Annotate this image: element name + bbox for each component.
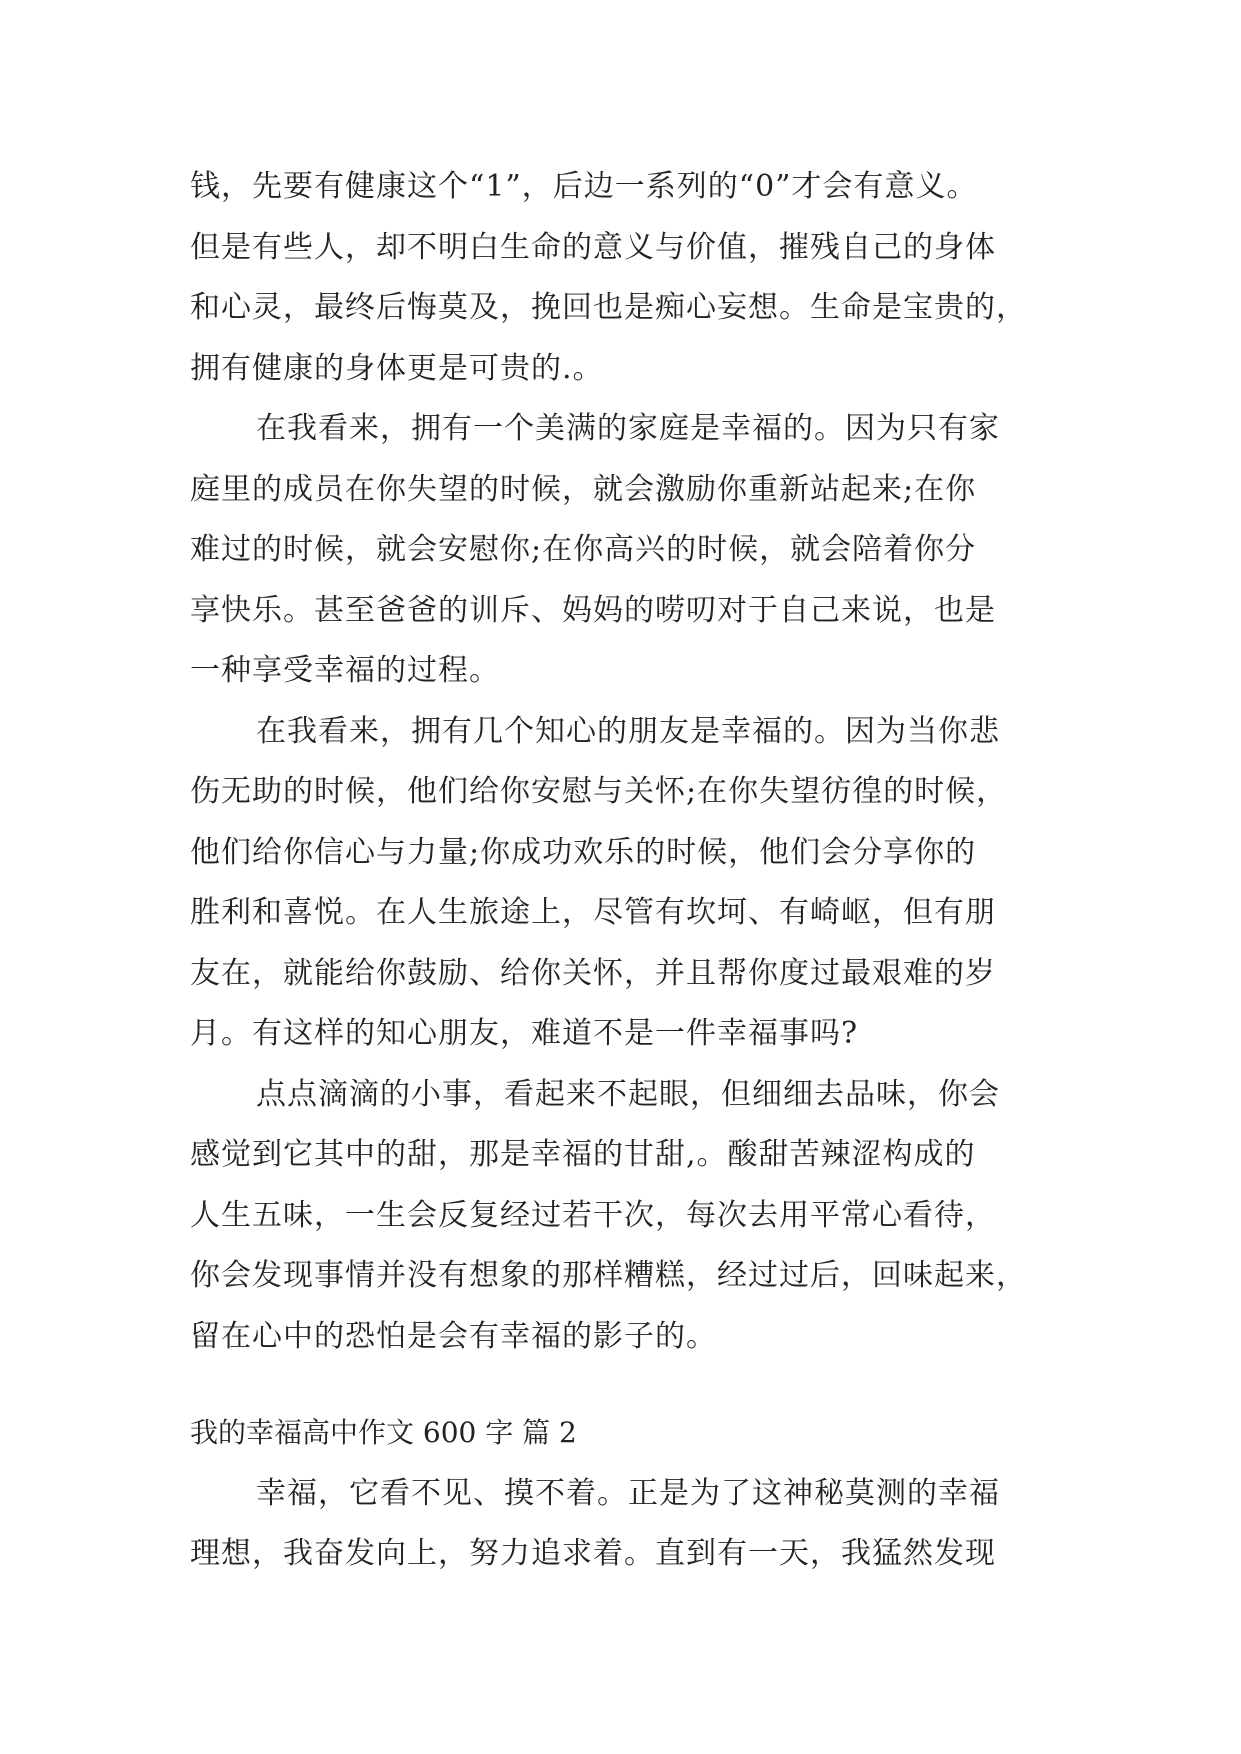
paragraph [190,157,1060,399]
text-line: 人生五味，一生会反复经过若干次，每次去用平常心看待， [190,1197,996,1233]
text-line: 留在心中的恐怕是会有幸福的影子的。 [190,1318,717,1354]
paragraph [190,1065,1060,1368]
paragraph [190,1464,1060,1585]
text-line: 拥有健康的身体更是可贵的.。 [190,350,604,386]
text-line: 和心灵，最终后悔莫及，挽回也是痴心妄想。生命是宝贵的， [190,290,1027,325]
text-line: 但是有些人，却不明白生命的意义与价值，摧残自己的身体 [190,229,996,265]
text-line: 你会发现事情并没有想象的那样糟糕，经过过后，回味起来， [190,1258,1027,1293]
text-line: 难过的时候，就会安慰你;在你高兴的时候，就会陪着你分 [190,532,977,567]
text-line: 庭里的成员在你失望的时候，就会激励你重新站起来;在你 [190,471,977,507]
text-line: 他们给你信心与力量;你成功欢乐的时候，他们会分享你的 [190,834,977,870]
text-line: 享快乐。甚至爸爸的训斥、妈妈的唠叨对于自己来说，也是 [190,592,996,628]
paragraph [190,702,1060,1065]
text-line: 友在，就能给你鼓励、给你关怀，并且帮你度过最艰难的岁 [190,955,996,991]
text-line: 一种享受幸福的过程。 [190,653,500,688]
text-line: 幸福，它看不见、摸不着。正是为了这神秘莫测的幸福 [256,1475,1000,1511]
paragraph [190,399,1060,702]
text-line: 胜利和喜悦。在人生旅途上，尽管有坎坷、有崎岖，但有朋 [190,895,996,930]
text-line: 在我看来，拥有几个知心的朋友是幸福的。因为当你悲 [256,713,1000,749]
text-line: 月。有这样的知心朋友，难道不是一件幸福事吗? [190,1016,859,1051]
text-line: 在我看来，拥有一个美满的家庭是幸福的。因为只有家 [256,411,1000,446]
document-body [190,157,1060,1585]
text-line: 钱，先要有健康这个“1”，后边一系列的“0”才会有意义。 [190,169,978,204]
text-line: 点点滴滴的小事，看起来不起眼，但细细去品味，你会 [256,1076,1000,1112]
text-line: 感觉到它其中的甜，那是幸福的甘甜,。酸甜苦辣涩构成的 [190,1137,976,1172]
text-line: 伤无助的时候，他们给你安慰与关怀;在你失望彷徨的时候， [190,774,1008,809]
section-title: 我的幸福高中作文 600 字 篇 2 [190,1416,577,1449]
text-line: 理想，我奋发向上，努力追求着。直到有一天，我猛然发现 [190,1536,996,1571]
